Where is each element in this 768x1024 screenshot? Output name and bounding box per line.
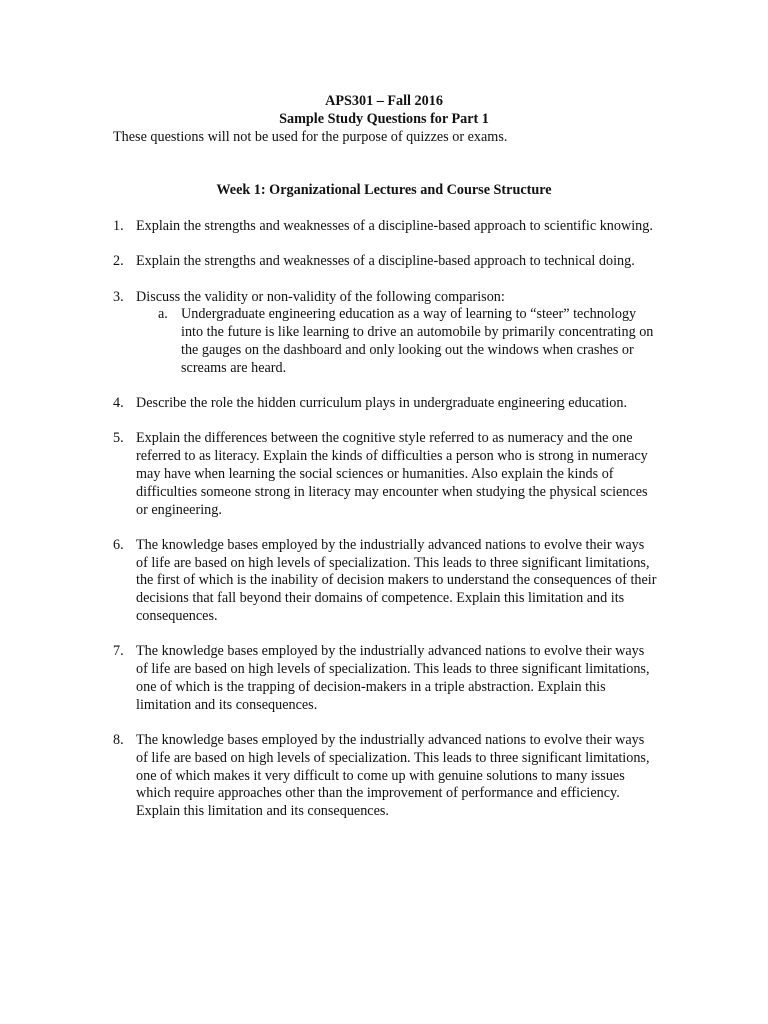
question-text: Explain the strengths and weaknesses of a discipline-based approach to technical doing. [136, 253, 635, 270]
question-item [113, 289, 658, 378]
question-text: The knowledge bases employed by the industrially advanced nations to evolve their ways of life are based on high levels of specialization. This leads to three significant limitations, one of which makes it very difficult to come up with genuine solutions to many issues which require approaches other than the improvement of performance and efficiency. Explain this limitation and its consequences. [136, 732, 650, 820]
question-text: Explain the differences between the cognitive style referred to as numeracy and the one referred to as literacy. Explain the kinds of difficulties a person who is strong in numeracy may have when learning the social sciences or humanities. Also explain the kinds of difficulties someone strong in literacy may encounter when studying the physical sciences or engineering. [136, 430, 648, 518]
question-number: 6. [113, 536, 124, 553]
disclaimer-note: These questions will not be used for the purpose of quizzes or exams. [113, 129, 508, 145]
sub-question-text: Undergraduate engineering education as a way of learning to “steer” technology into the future is like learning to drive an automobile by primarily concentrating on the gauges on the dashboard and only looking out the windows when crashes or screams are heard. [181, 306, 654, 376]
question-number: 7. [113, 643, 124, 660]
question-number: 3. [113, 288, 124, 305]
question-item [113, 643, 658, 714]
question-list [113, 218, 658, 839]
question-item [113, 218, 658, 236]
question-item [113, 537, 658, 626]
sub-question-item [136, 306, 658, 377]
question-number: 4. [113, 395, 124, 412]
question-text: The knowledge bases employed by the industrially advanced nations to evolve their ways of life are based on high levels of specialization. This leads to three significant limitations, one of which is the trapping of decision-makers in a triple abstraction. Explain this limitation and its consequences. [136, 643, 650, 713]
question-text: Discuss the validity or non-validity of the following comparison: [136, 288, 505, 305]
question-number: 1. [113, 218, 124, 234]
document-title: Sample Study Questions for Part 1 [279, 111, 489, 127]
question-text: Describe the role the hidden curriculum plays in undergraduate engineering education. [136, 395, 627, 412]
question-item [113, 732, 658, 821]
question-text: Explain the strengths and weaknesses of a discipline-based approach to scientific knowing. [136, 218, 653, 234]
question-number: 8. [113, 732, 124, 749]
question-item [113, 253, 658, 271]
sub-question-letter: a. [158, 306, 168, 323]
question-item [113, 430, 658, 519]
question-item [113, 395, 658, 413]
question-number: 5. [113, 430, 124, 447]
course-title: APS301 – Fall 2016 [325, 93, 443, 109]
section-heading: Week 1: Organizational Lectures and Course Structure [216, 182, 552, 198]
question-text: The knowledge bases employed by the industrially advanced nations to evolve their ways of life are based on high levels of specialization. This leads to three significant limitations, the first of which is the inability of decision makers to understand the consequences of their decisions that fall beyond their domains of competence. Explain this limitation and its consequences. [136, 536, 657, 625]
question-number: 2. [113, 253, 124, 270]
